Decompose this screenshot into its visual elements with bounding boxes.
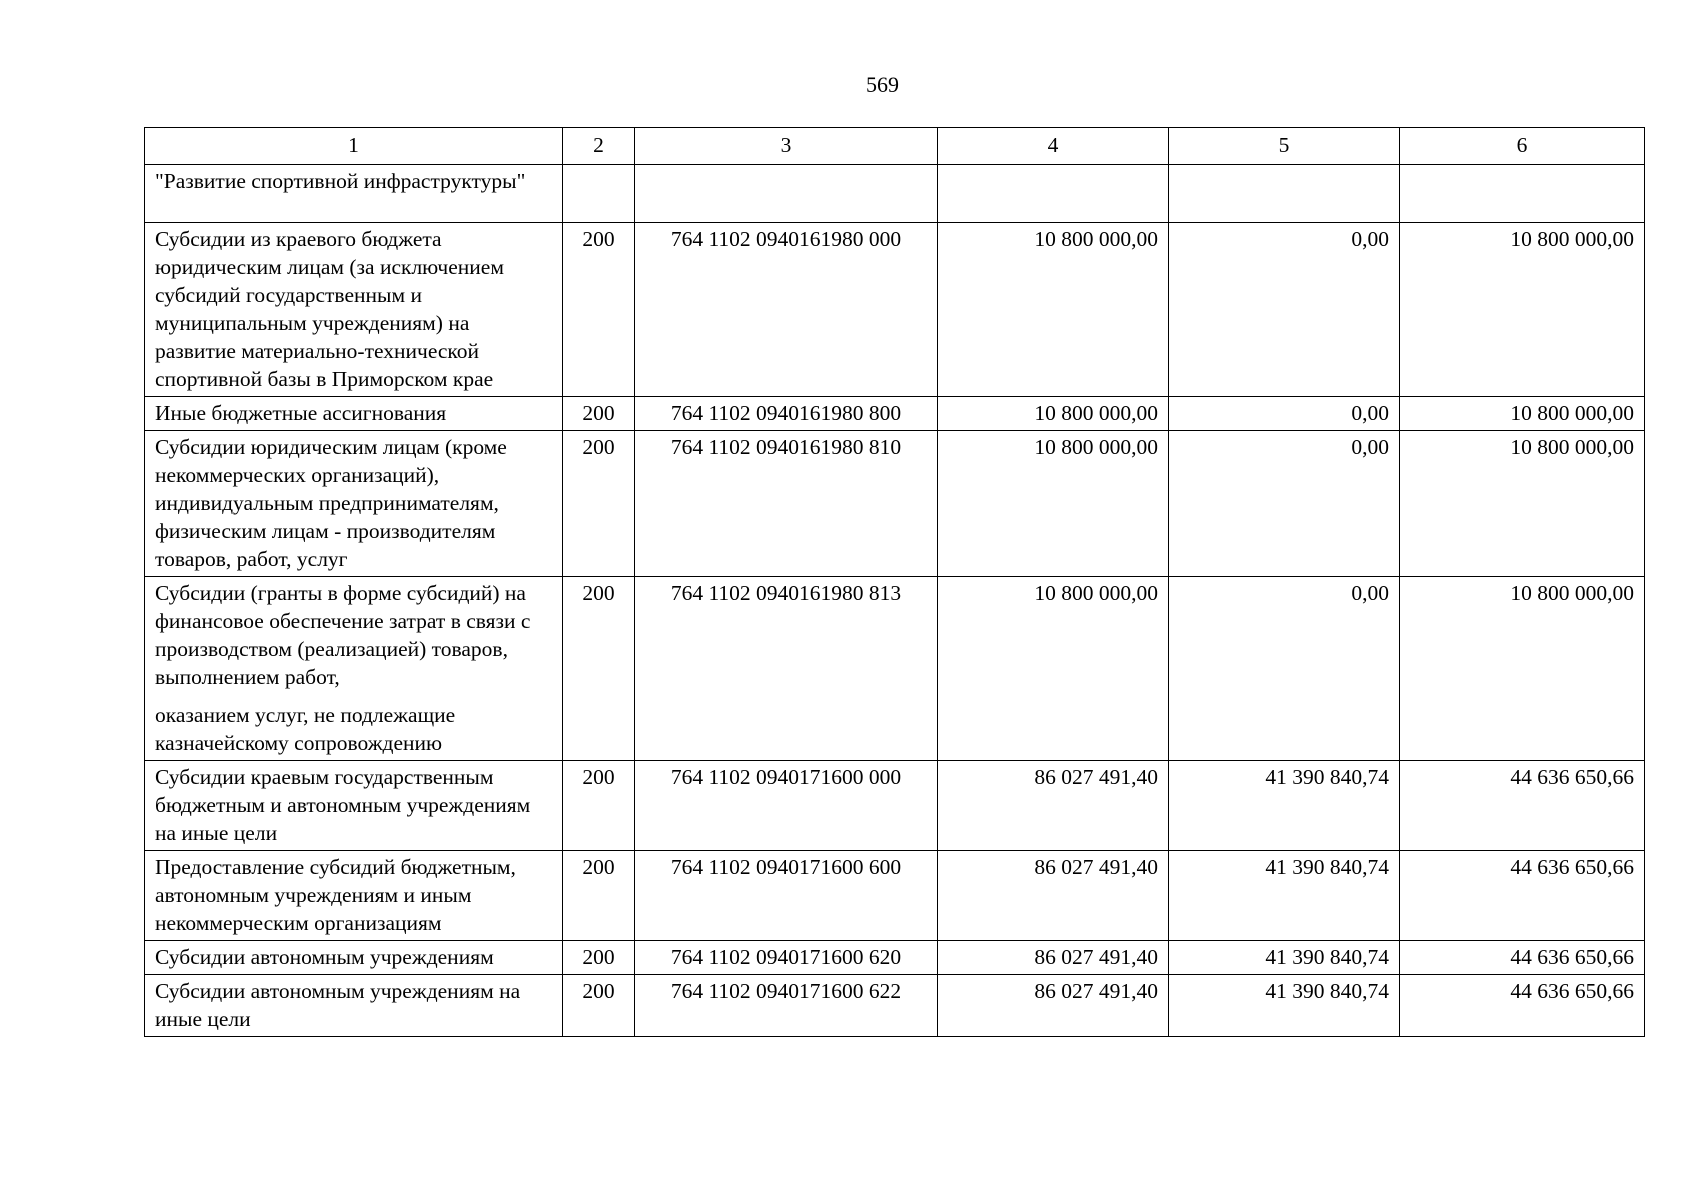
row-amount-col5: 41 390 840,74 [1169, 941, 1400, 975]
row-amount-col6: 10 800 000,00 [1400, 431, 1645, 577]
table-row [145, 941, 1645, 975]
column-header-4: 4 [938, 128, 1169, 165]
row-amount-col5: 41 390 840,74 [1169, 975, 1400, 1037]
row-classification-code: 764 1102 0940171600 622 [635, 975, 938, 1037]
row-admin-code: 200 [563, 975, 635, 1037]
table-row [145, 851, 1645, 941]
column-header-2: 2 [563, 128, 635, 165]
row-name: Субсидии автономным учреждениям на иные цели [145, 975, 563, 1037]
row-name: Субсидии юридическим лицам (кроме некоммерческих организаций), индивидуальным предпринимателям, физическим лицам - производителям товаров, работ, услуг [145, 431, 563, 577]
table-row [145, 397, 1645, 431]
row-amount-col5: 41 390 840,74 [1169, 851, 1400, 941]
row-name: Субсидии краевым государственным бюджетным и автономным учреждениям на иные цели [145, 761, 563, 851]
row-classification-code: 764 1102 0940161980 810 [635, 431, 938, 577]
table-row [145, 431, 1645, 577]
row-name: Субсидии (гранты в форме субсидий) на финансовое обеспечение затрат в связи с производством (реализацией) товаров, выполнением работ, [155, 581, 531, 689]
table-row [145, 165, 1645, 223]
row-amount-col6: 44 636 650,66 [1400, 851, 1645, 941]
row-amount-col6: 44 636 650,66 [1400, 975, 1645, 1037]
row-admin-code: 200 [563, 577, 635, 761]
table-row [145, 975, 1645, 1037]
row-classification-code: 764 1102 0940171600 620 [635, 941, 938, 975]
row-amount-col5: 0,00 [1169, 577, 1400, 761]
row-amount-col5 [1169, 165, 1400, 223]
budget-table [144, 127, 1645, 1037]
row-name-cell [145, 577, 563, 761]
table-row [145, 761, 1645, 851]
row-admin-code: 200 [563, 431, 635, 577]
row-amount-col4: 10 800 000,00 [938, 431, 1169, 577]
row-amount-col6: 10 800 000,00 [1400, 397, 1645, 431]
column-header-1: 1 [145, 128, 563, 165]
row-amount-col5: 0,00 [1169, 223, 1400, 397]
row-amount-col4: 86 027 491,40 [938, 851, 1169, 941]
row-amount-col4: 10 800 000,00 [938, 577, 1169, 761]
row-amount-col4: 10 800 000,00 [938, 397, 1169, 431]
table-row [145, 223, 1645, 397]
row-amount-col5: 0,00 [1169, 431, 1400, 577]
row-name: Субсидии автономным учреждениям [145, 941, 563, 975]
row-amount-col6: 10 800 000,00 [1400, 223, 1645, 397]
row-name: Субсидии из краевого бюджета юридическим лицам (за исключением субсидий государственным и муниципальным учреждениям) на развитие материально-технической спортивной базы в Приморском крае [145, 223, 563, 397]
row-name: "Развитие спортивной инфраструктуры" [145, 165, 563, 223]
table-row [145, 577, 1645, 761]
row-admin-code: 200 [563, 223, 635, 397]
page-number: 569 [866, 72, 899, 97]
row-name: Иные бюджетные ассигнования [145, 397, 563, 431]
column-header-5: 5 [1169, 128, 1400, 165]
row-name-continuation: оказанием услуг, не подлежащие казначейскому сопровождению [155, 703, 456, 755]
row-admin-code: 200 [563, 851, 635, 941]
row-amount-col6: 10 800 000,00 [1400, 577, 1645, 761]
row-amount-col6: 44 636 650,66 [1400, 941, 1645, 975]
row-amount-col4: 86 027 491,40 [938, 761, 1169, 851]
row-classification-code [635, 165, 938, 223]
row-amount-col5: 0,00 [1169, 397, 1400, 431]
row-amount-col4: 10 800 000,00 [938, 223, 1169, 397]
row-amount-col6 [1400, 165, 1645, 223]
row-amount-col5: 41 390 840,74 [1169, 761, 1400, 851]
row-admin-code: 200 [563, 397, 635, 431]
row-amount-col4: 86 027 491,40 [938, 975, 1169, 1037]
row-amount-col4 [938, 165, 1169, 223]
row-classification-code: 764 1102 0940161980 800 [635, 397, 938, 431]
row-name: Предоставление субсидий бюджетным, автономным учреждениям и иным некоммерческим организациям [145, 851, 563, 941]
row-admin-code: 200 [563, 761, 635, 851]
row-classification-code: 764 1102 0940161980 000 [635, 223, 938, 397]
table-header-row [145, 128, 1645, 165]
row-admin-code: 200 [563, 941, 635, 975]
row-amount-col4: 86 027 491,40 [938, 941, 1169, 975]
row-admin-code [563, 165, 635, 223]
row-classification-code: 764 1102 0940171600 600 [635, 851, 938, 941]
row-amount-col6: 44 636 650,66 [1400, 761, 1645, 851]
column-header-6: 6 [1400, 128, 1645, 165]
row-classification-code: 764 1102 0940171600 000 [635, 761, 938, 851]
column-header-3: 3 [635, 128, 938, 165]
row-classification-code: 764 1102 0940161980 813 [635, 577, 938, 761]
